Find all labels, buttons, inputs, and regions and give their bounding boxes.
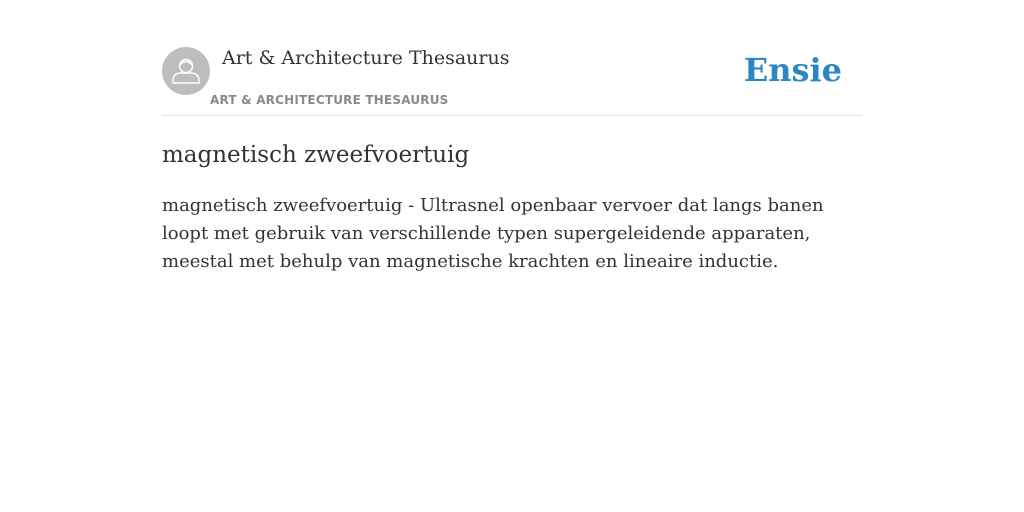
page-container xyxy=(162,0,862,276)
definition-text: magnetisch zweefvoertuig - Ultrasnel openbaar vervoer dat langs banen loopt met gebruik van verschillende typen supergeleidende apparaten, meestal met behulp van magnetische krachten en lineaire inductie. xyxy=(162,195,824,272)
user-avatar-icon[interactable] xyxy=(162,47,210,95)
source-header xyxy=(162,0,862,116)
source-title[interactable]: Art & Architecture Thesaurus xyxy=(222,47,510,69)
page-title: magnetisch zweefvoertuig xyxy=(162,142,470,168)
source-subtitle: ART & ARCHITECTURE THESAURUS xyxy=(210,93,449,107)
ensie-logo-link[interactable]: Ensie xyxy=(743,51,842,89)
